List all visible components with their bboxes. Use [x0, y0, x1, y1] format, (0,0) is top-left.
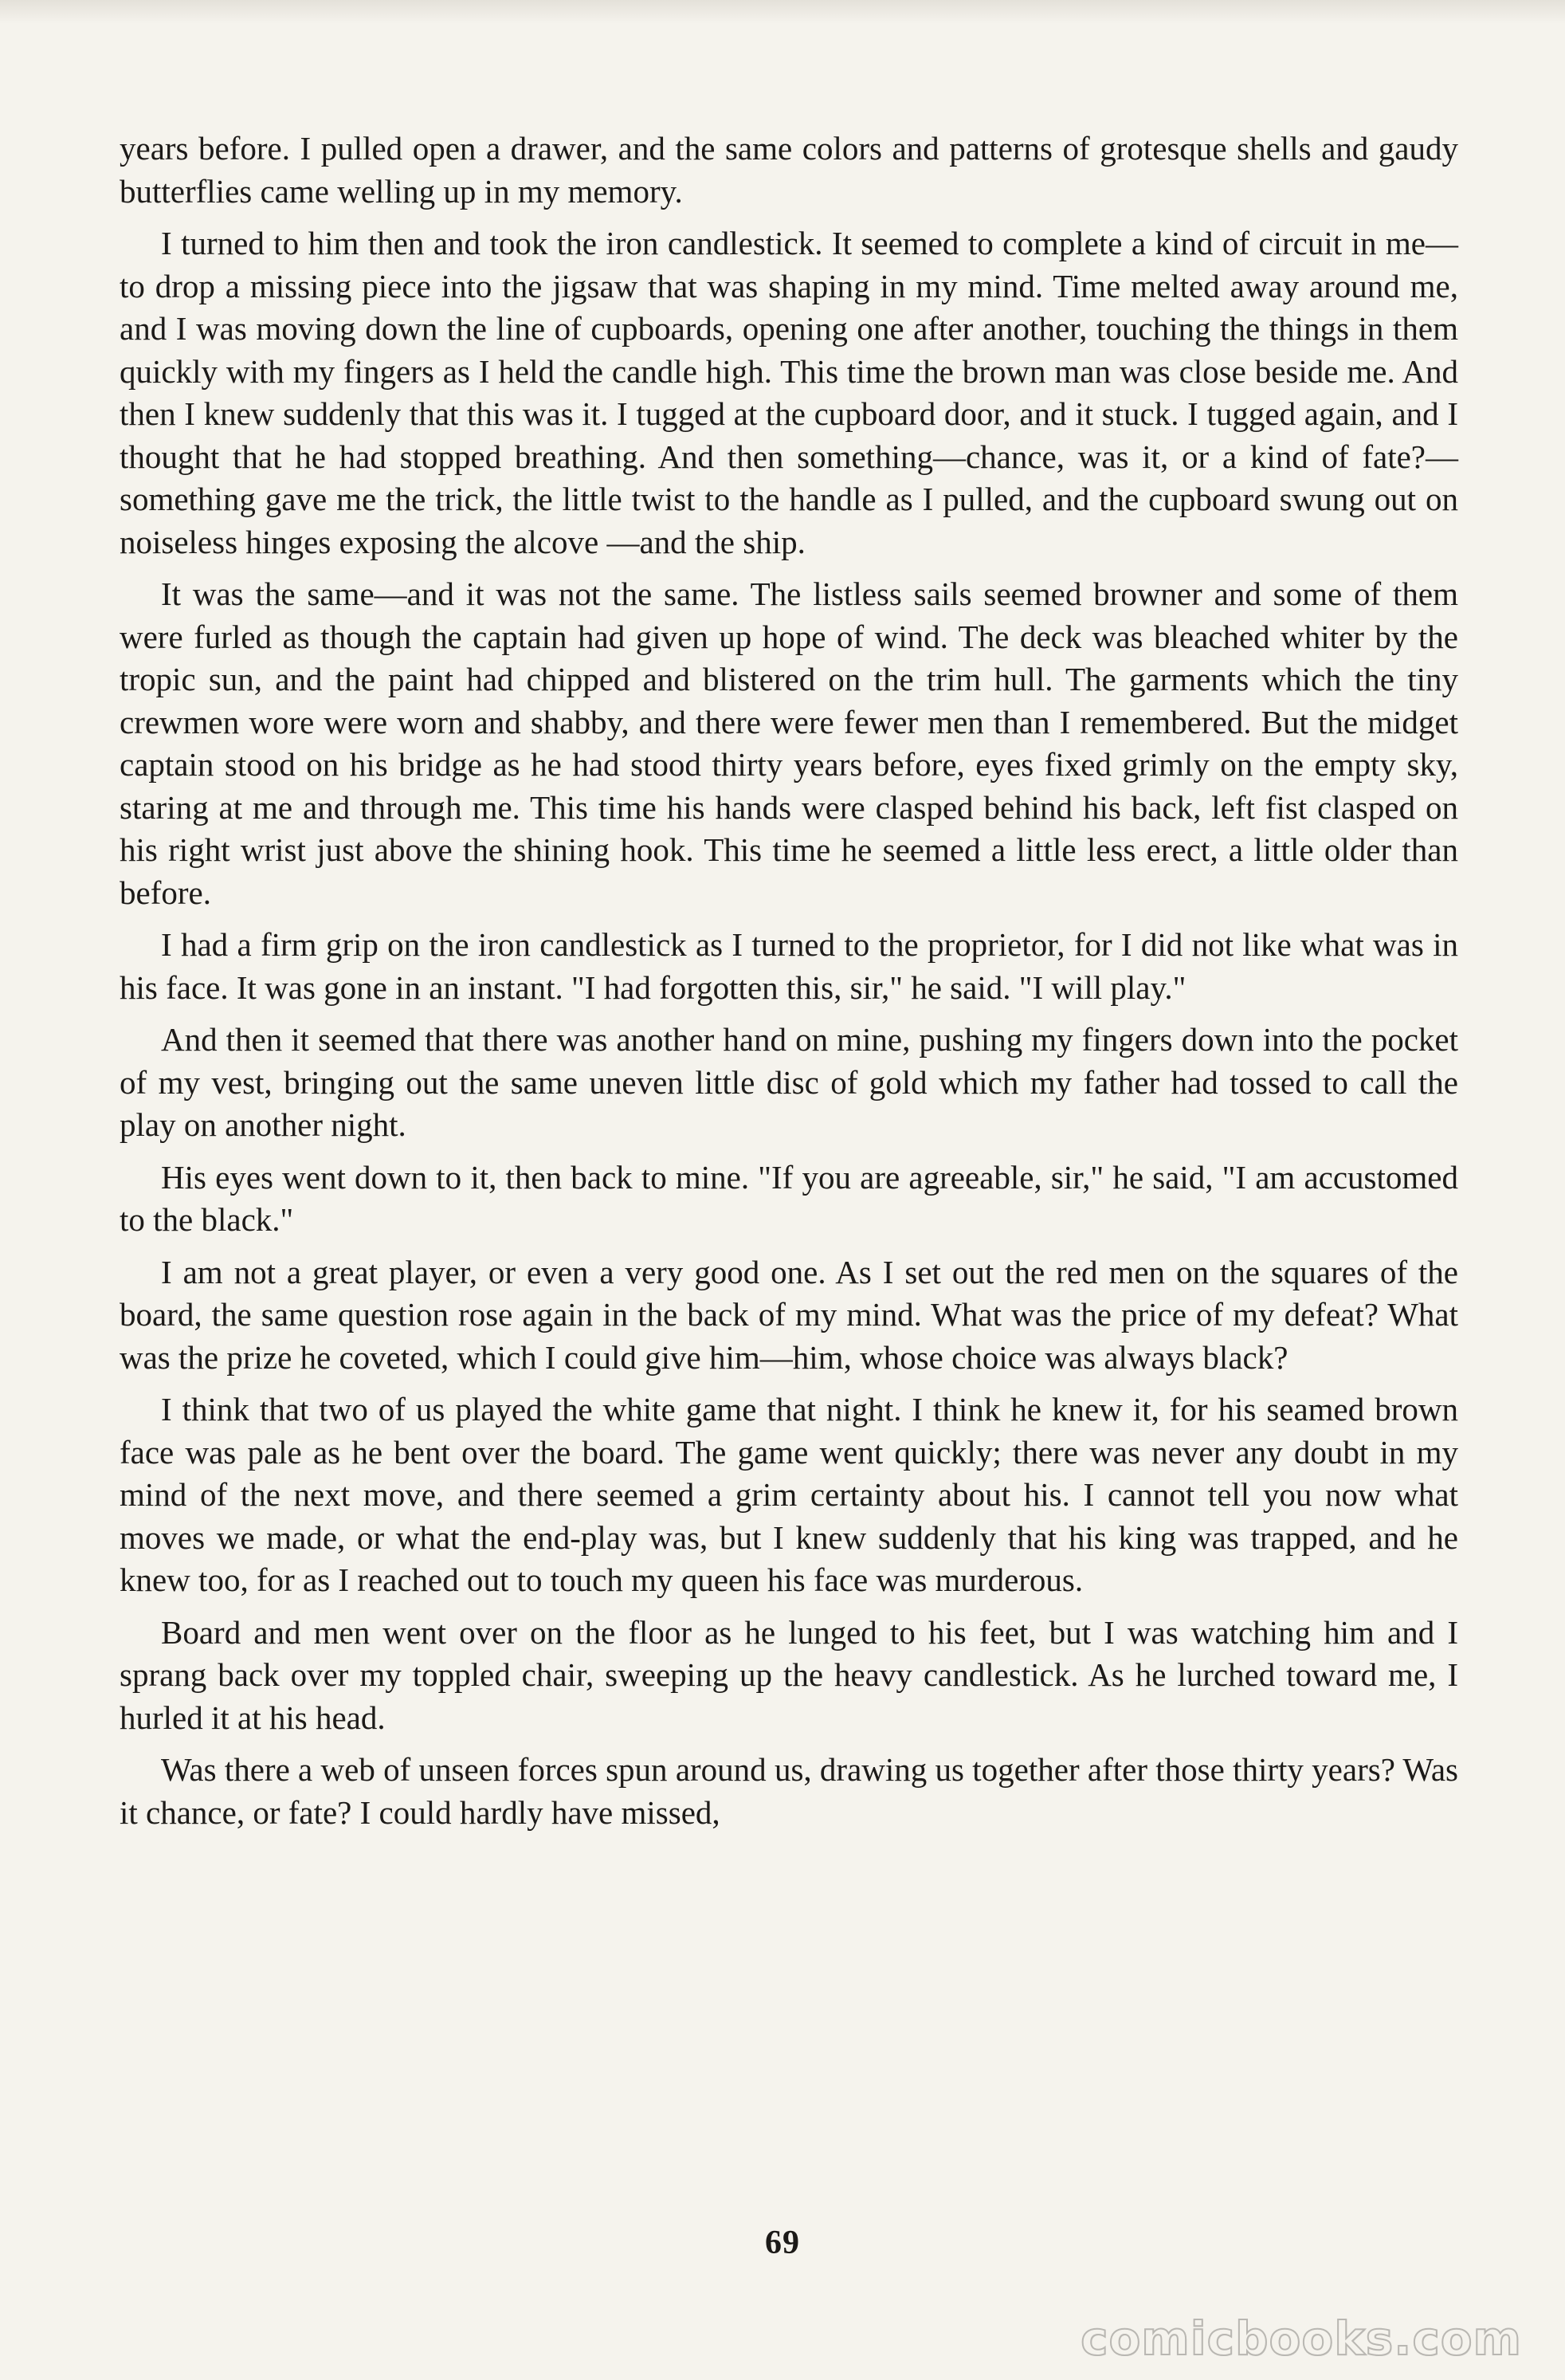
paragraph-2: I turned to him then and took the iron candlestick. It seemed to complete a kind of circuit in me—to drop a missing piece into the jigsaw that was shaping in my mind. Time melted away around me, and I was moving down the line of cupboards, opening one after another, touching the things in them quickly with my fingers as I held the candle high. This time the brown man was close beside me. And then I knew suddenly that this was it. I tugged at the cupboard door, and it stuck. I tugged again, and I thought that he had stopped breathing. And then something—chance, was it, or a kind of fate?—something gave me the trick, the little twist to the handle as I pulled, and the cupboard swung out on noiseless hinges exposing the alcove —and the ship.	[120, 225, 1458, 560]
page-top-edge	[0, 0, 1565, 24]
paragraph-6: His eyes went down to it, then back to mine. "If you are agreeable, sir," he said, "I am accustomed to the black."	[120, 1158, 1458, 1238]
paragraph-5: And then it seemed that there was another hand on mine, pushing my fingers down into the pocket of my vest, bringing out the same uneven little disc of gold which my father had tossed to call the play on another night.	[120, 1021, 1458, 1143]
paragraph-7: I am not a great player, or even a very good one. As I set out the red men on the squares of the board, the same question rose again in the back of my mind. What was the price of my defeat? What was the prize he coveted, which I could give him—him, whose choice was always black?	[120, 1253, 1458, 1376]
paragraph-10: Was there a web of unseen forces spun around us, drawing us together after those thirty years? Was it chance, or fate? I could hardly have missed,	[120, 1751, 1458, 1831]
story-text	[120, 128, 1458, 1844]
watermark-logo: comicbooks.com	[1081, 2311, 1522, 2366]
paragraph-3: It was the same—and it was not the same. The listless sails seemed browner and some of them were furled as though the captain had given up hope of wind. The deck was bleached whiter by the tropic sun, and the paint had chipped and blistered on the trim hull. The garments which the tiny crewmen wore were worn and shabby, and there were fewer men than I remembered. But the midget captain stood on his bridge as he had stood thirty years before, eyes fixed grimly on the empty sky, staring at me and through me. This time his hands were clasped behind his back, left fist clasped on his right wrist just above the shining hook. This time he seemed a little less erect, a little older than before.	[120, 575, 1458, 911]
page-number: 69	[765, 2225, 800, 2261]
paragraph-4: I had a firm grip on the iron candlestick as I turned to the proprietor, for I did not like what was in his face. It was gone in an instant. "I had forgotten this, sir," he said. "I will play."	[120, 926, 1458, 1006]
paragraph-1: years before. I pulled open a drawer, and the same colors and patterns of grotesque shells and gaudy butterflies came welling up in my memory.	[120, 130, 1458, 210]
paragraph-8: I think that two of us played the white game that night. I think he knew it, for his seamed brown face was pale as he bent over the board. The game went quickly; there was never any doubt in my mind of the next move, and there seemed a grim certainty about his. I cannot tell you now what moves we made, or what the end-play was, but I knew suddenly that his king was trapped, and he knew too, for as I reached out to touch my queen his face was murderous.	[120, 1391, 1458, 1598]
paragraph-9: Board and men went over on the floor as he lunged to his feet, but I was watching him and I sprang back over my toppled chair, sweeping up the heavy candlestick. As he lurched toward me, I hurled it at his head.	[120, 1613, 1458, 1736]
